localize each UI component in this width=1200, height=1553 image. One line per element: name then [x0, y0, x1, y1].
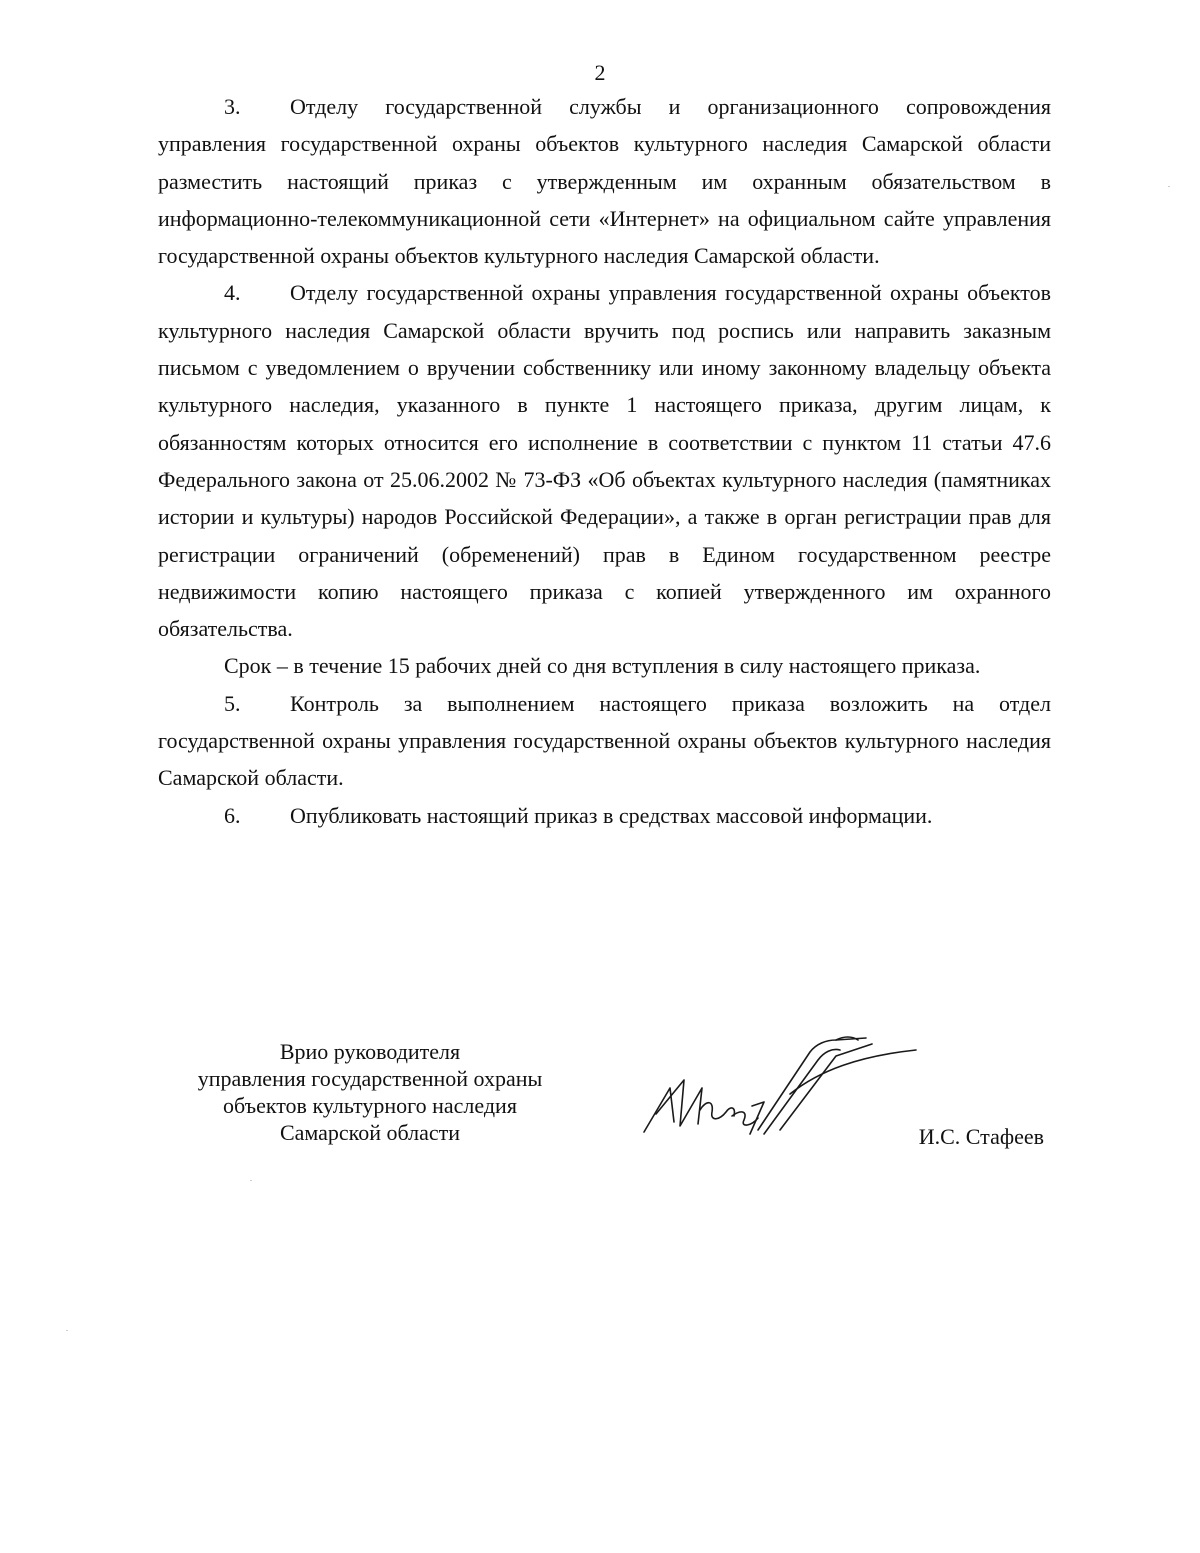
paragraph-text: Отделу государственной службы и организационного сопровождения управления государственной охраны объектов культурного наследия Самарской области разместить настоящий приказ с утвержденным им охранным обязательством в информационно-телекоммуникационной сети «Интернет» на официальном сайте управления государственной охраны объектов культурного наследия Самарской области.	[158, 94, 1051, 269]
signatory-title-line: Самарской области	[279, 1120, 461, 1145]
paragraph-3	[158, 88, 1051, 274]
paragraph-text: Отделу государственной охраны управления государственной охраны объектов культурного наследия Самарской области вручить под роспись или направить заказным письмом с уведомлением о вручении собственнику или иному законному владельцу объекта культурного наследия, указанного в пункте 1 настоящего приказа, другим лицам, к обязанностям которых относится его исполнение в соответствии с пунктом 11 статьи 47.6 Федерального закона от 25.06.2002 № 73-ФЗ «Об объектах культурного наследия (памятниках истории и культуры) народов Российской Федерации», а также в орган регистрации прав для регистрации ограничений (обременений) прав в Едином государственном реестре недвижимости копию настоящего приказа с копией утвержденного им охранного обязательства.	[158, 280, 1051, 642]
signatory-title-line: Врио руководителя	[279, 1039, 461, 1064]
page-number: 2	[594, 60, 606, 85]
paragraph-deadline	[158, 647, 1051, 684]
paragraph-text: Срок – в течение 15 рабочих дней со дня вступления в силу настоящего приказа.	[224, 653, 981, 679]
paragraph-number: 6.	[224, 802, 241, 828]
signatory-title-line: объектов культурного наследия	[223, 1093, 517, 1118]
paragraph-5	[158, 685, 1051, 797]
paragraph-number: 4.	[224, 280, 241, 306]
paragraph-6	[158, 797, 1051, 834]
paragraph-number: 5.	[224, 690, 241, 716]
paragraph-number: 3.	[224, 94, 241, 119]
scan-speck	[1168, 186, 1170, 187]
document-body	[158, 88, 1051, 834]
paragraph-text: Опубликовать настоящий приказ в средствах массовой информации.	[290, 802, 933, 828]
paragraph-4	[158, 274, 1051, 647]
scan-speck	[250, 1180, 252, 1181]
paragraph-text: Контроль за выполнением настоящего приказа возложить на отдел государственной охраны управления государственной охраны объектов культурного наследия Самарской области.	[158, 690, 1051, 791]
signer-name: И.С. Стафеев	[918, 1124, 1044, 1149]
scan-speck	[66, 1330, 68, 1331]
signatory-title	[160, 1038, 580, 1146]
signatory-title-line: управления государственной охраны	[197, 1066, 543, 1091]
